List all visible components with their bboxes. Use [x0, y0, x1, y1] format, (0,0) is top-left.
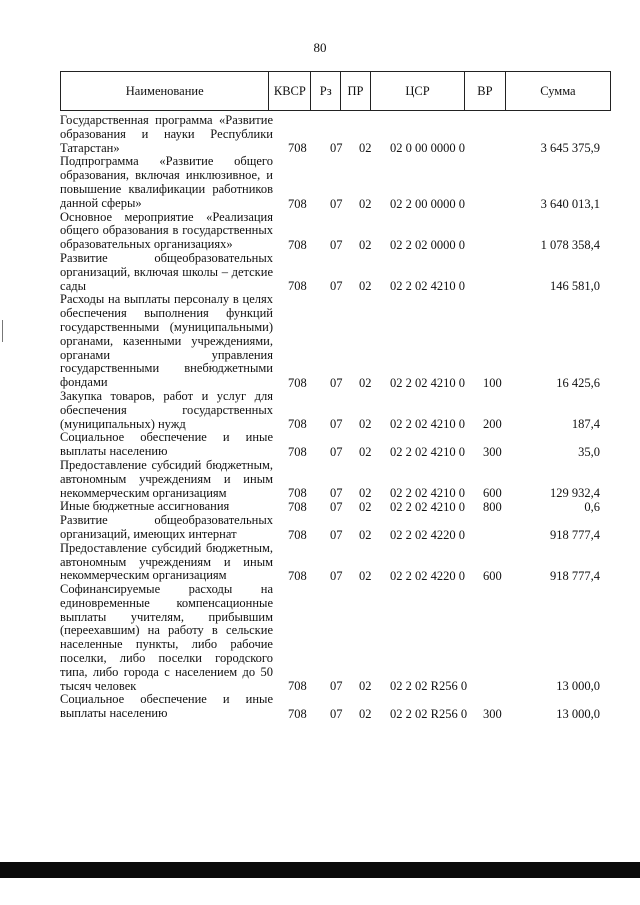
header-csr: ЦСР [370, 72, 464, 111]
row-name: Расходы на выплаты персоналу в целях обеспечения выполнения функций государственными (муниципальными) органами, казенными учреждениями, органами управления государственными внебюджетными фондами [60, 292, 273, 390]
table-row [60, 293, 620, 390]
row-csr: 02 2 02 4220 0 [390, 527, 465, 542]
row-pr: 02 [359, 417, 372, 432]
row-kvsr: 708 [288, 417, 307, 432]
row-csr: 02 2 02 4210 0 [390, 486, 465, 501]
row-pr: 02 [359, 444, 372, 459]
row-rz: 07 [330, 569, 343, 584]
row-csr: 02 2 02 0000 0 [390, 237, 465, 252]
scan-margin-mark [2, 320, 3, 342]
row-csr: 02 2 02 4210 0 [390, 500, 465, 515]
row-sum: 3 640 013,1 [540, 196, 600, 211]
header-kvsr: КВСР [269, 72, 311, 111]
header-vr: ВР [465, 72, 506, 111]
row-kvsr: 708 [288, 375, 307, 390]
row-pr: 02 [359, 707, 372, 722]
table-row [60, 114, 620, 155]
row-rz: 07 [330, 141, 343, 156]
header-pr: ПР [341, 72, 371, 111]
row-kvsr: 708 [288, 679, 307, 694]
table-row [60, 542, 620, 583]
row-name: Закупка товаров, работ и услуг для обеспечения государственных (муниципальных) нужд [60, 388, 273, 431]
row-kvsr: 708 [288, 444, 307, 459]
row-kvsr: 708 [288, 237, 307, 252]
row-name: Предоставление субсидий бюджетным, автономным учреждениям и иным некоммерческим организациям [60, 457, 273, 500]
row-sum: 918 777,4 [550, 569, 600, 584]
row-rz: 07 [330, 196, 343, 211]
row-csr: 02 2 00 0000 0 [390, 196, 465, 211]
table-row [60, 390, 620, 431]
row-name: Социальное обеспечение и иные выплаты населению [60, 692, 273, 721]
budget-table-body [60, 114, 620, 721]
row-name: Государственная программа «Развитие образования и науки Республики Татарстан» [60, 113, 273, 155]
row-rz: 07 [330, 486, 343, 501]
row-csr: 02 2 02 4210 0 [390, 444, 465, 459]
row-pr: 02 [359, 279, 372, 294]
row-vr: 100 [483, 375, 502, 390]
row-kvsr: 708 [288, 486, 307, 501]
row-pr: 02 [359, 375, 372, 390]
row-rz: 07 [330, 237, 343, 252]
row-csr: 02 2 02 4210 0 [390, 417, 465, 432]
row-sum: 1 078 358,4 [540, 237, 600, 252]
row-name: Софинансируемые расходы на единовременные компенсационные выплаты учителям, прибывшим (переехавшим) на работу в сельские населенные пункты, либо рабочие поселки, либо поселки городского типа, либо города с населением до 50 тысяч человек [60, 582, 273, 693]
row-kvsr: 708 [288, 707, 307, 722]
row-sum: 0,6 [584, 500, 600, 515]
row-name: Предоставление субсидий бюджетным, автономным учреждениям и иным некоммерческим организациям [60, 540, 273, 583]
row-name: Иные бюджетные ассигнования [60, 499, 230, 514]
row-sum: 129 932,4 [550, 486, 600, 501]
header-rz: Рз [311, 72, 341, 111]
row-rz: 07 [330, 500, 343, 515]
row-kvsr: 708 [288, 527, 307, 542]
row-pr: 02 [359, 196, 372, 211]
row-vr: 300 [483, 707, 502, 722]
row-rz: 07 [330, 417, 343, 432]
row-kvsr: 708 [288, 279, 307, 294]
table-row [60, 693, 620, 721]
table-row [60, 459, 620, 500]
row-pr: 02 [359, 486, 372, 501]
row-kvsr: 708 [288, 500, 307, 515]
row-vr: 800 [483, 500, 502, 515]
row-kvsr: 708 [288, 141, 307, 156]
header-name: Наименование [61, 72, 269, 111]
row-sum: 16 425,6 [556, 375, 600, 390]
row-rz: 07 [330, 527, 343, 542]
row-pr: 02 [359, 141, 372, 156]
row-vr: 600 [483, 486, 502, 501]
row-pr: 02 [359, 237, 372, 252]
row-name: Основное мероприятие «Реализация общего образования в государственных образовательных организациях» [60, 209, 273, 252]
row-name: Развитие общеобразовательных организаций, имеющих интернат [60, 513, 273, 541]
row-name: Социальное обеспечение и иные выплаты населению [60, 430, 273, 459]
table-row [60, 514, 620, 542]
row-name: Подпрограмма «Развитие общего образования, включая инклюзивное, и повышение квалификации работников данной сферы» [60, 154, 273, 210]
row-csr: 02 2 02 4220 0 [390, 569, 465, 584]
table-row [60, 500, 620, 514]
row-sum: 13 000,0 [556, 679, 600, 694]
table-row [60, 583, 620, 693]
table-row [60, 155, 620, 210]
row-vr: 600 [483, 569, 502, 584]
row-csr: 02 2 02 4210 0 [390, 375, 465, 390]
table-header [60, 71, 611, 111]
table-row [60, 431, 620, 459]
page-number: 80 [313, 40, 327, 55]
row-kvsr: 708 [288, 196, 307, 211]
row-rz: 07 [330, 444, 343, 459]
row-sum: 3 645 375,9 [540, 141, 600, 156]
row-rz: 07 [330, 375, 343, 390]
row-pr: 02 [359, 679, 372, 694]
row-csr: 02 0 00 0000 0 [390, 141, 465, 156]
row-rz: 07 [330, 707, 343, 722]
row-vr: 200 [483, 417, 502, 432]
row-rz: 07 [330, 679, 343, 694]
row-rz: 07 [330, 279, 343, 294]
table-row [60, 252, 620, 293]
row-pr: 02 [359, 569, 372, 584]
row-csr: 02 2 02 4210 0 [390, 279, 465, 294]
row-sum: 187,4 [571, 417, 600, 432]
row-csr: 02 2 02 R256 0 [390, 707, 468, 722]
row-sum: 918 777,4 [550, 527, 600, 542]
row-name: Развитие общеобразовательных организаций, включая школы – детские сады [60, 250, 273, 293]
row-pr: 02 [359, 527, 372, 542]
row-sum: 13 000,0 [556, 707, 600, 722]
header-sum: Сумма [505, 72, 610, 111]
row-sum: 35,0 [578, 444, 600, 459]
row-csr: 02 2 02 R256 0 [390, 679, 468, 694]
row-pr: 02 [359, 500, 372, 515]
row-sum: 146 581,0 [550, 279, 600, 294]
table-row [60, 211, 620, 252]
row-vr: 300 [483, 444, 502, 459]
row-kvsr: 708 [288, 569, 307, 584]
scan-bottom-edge [0, 862, 640, 878]
